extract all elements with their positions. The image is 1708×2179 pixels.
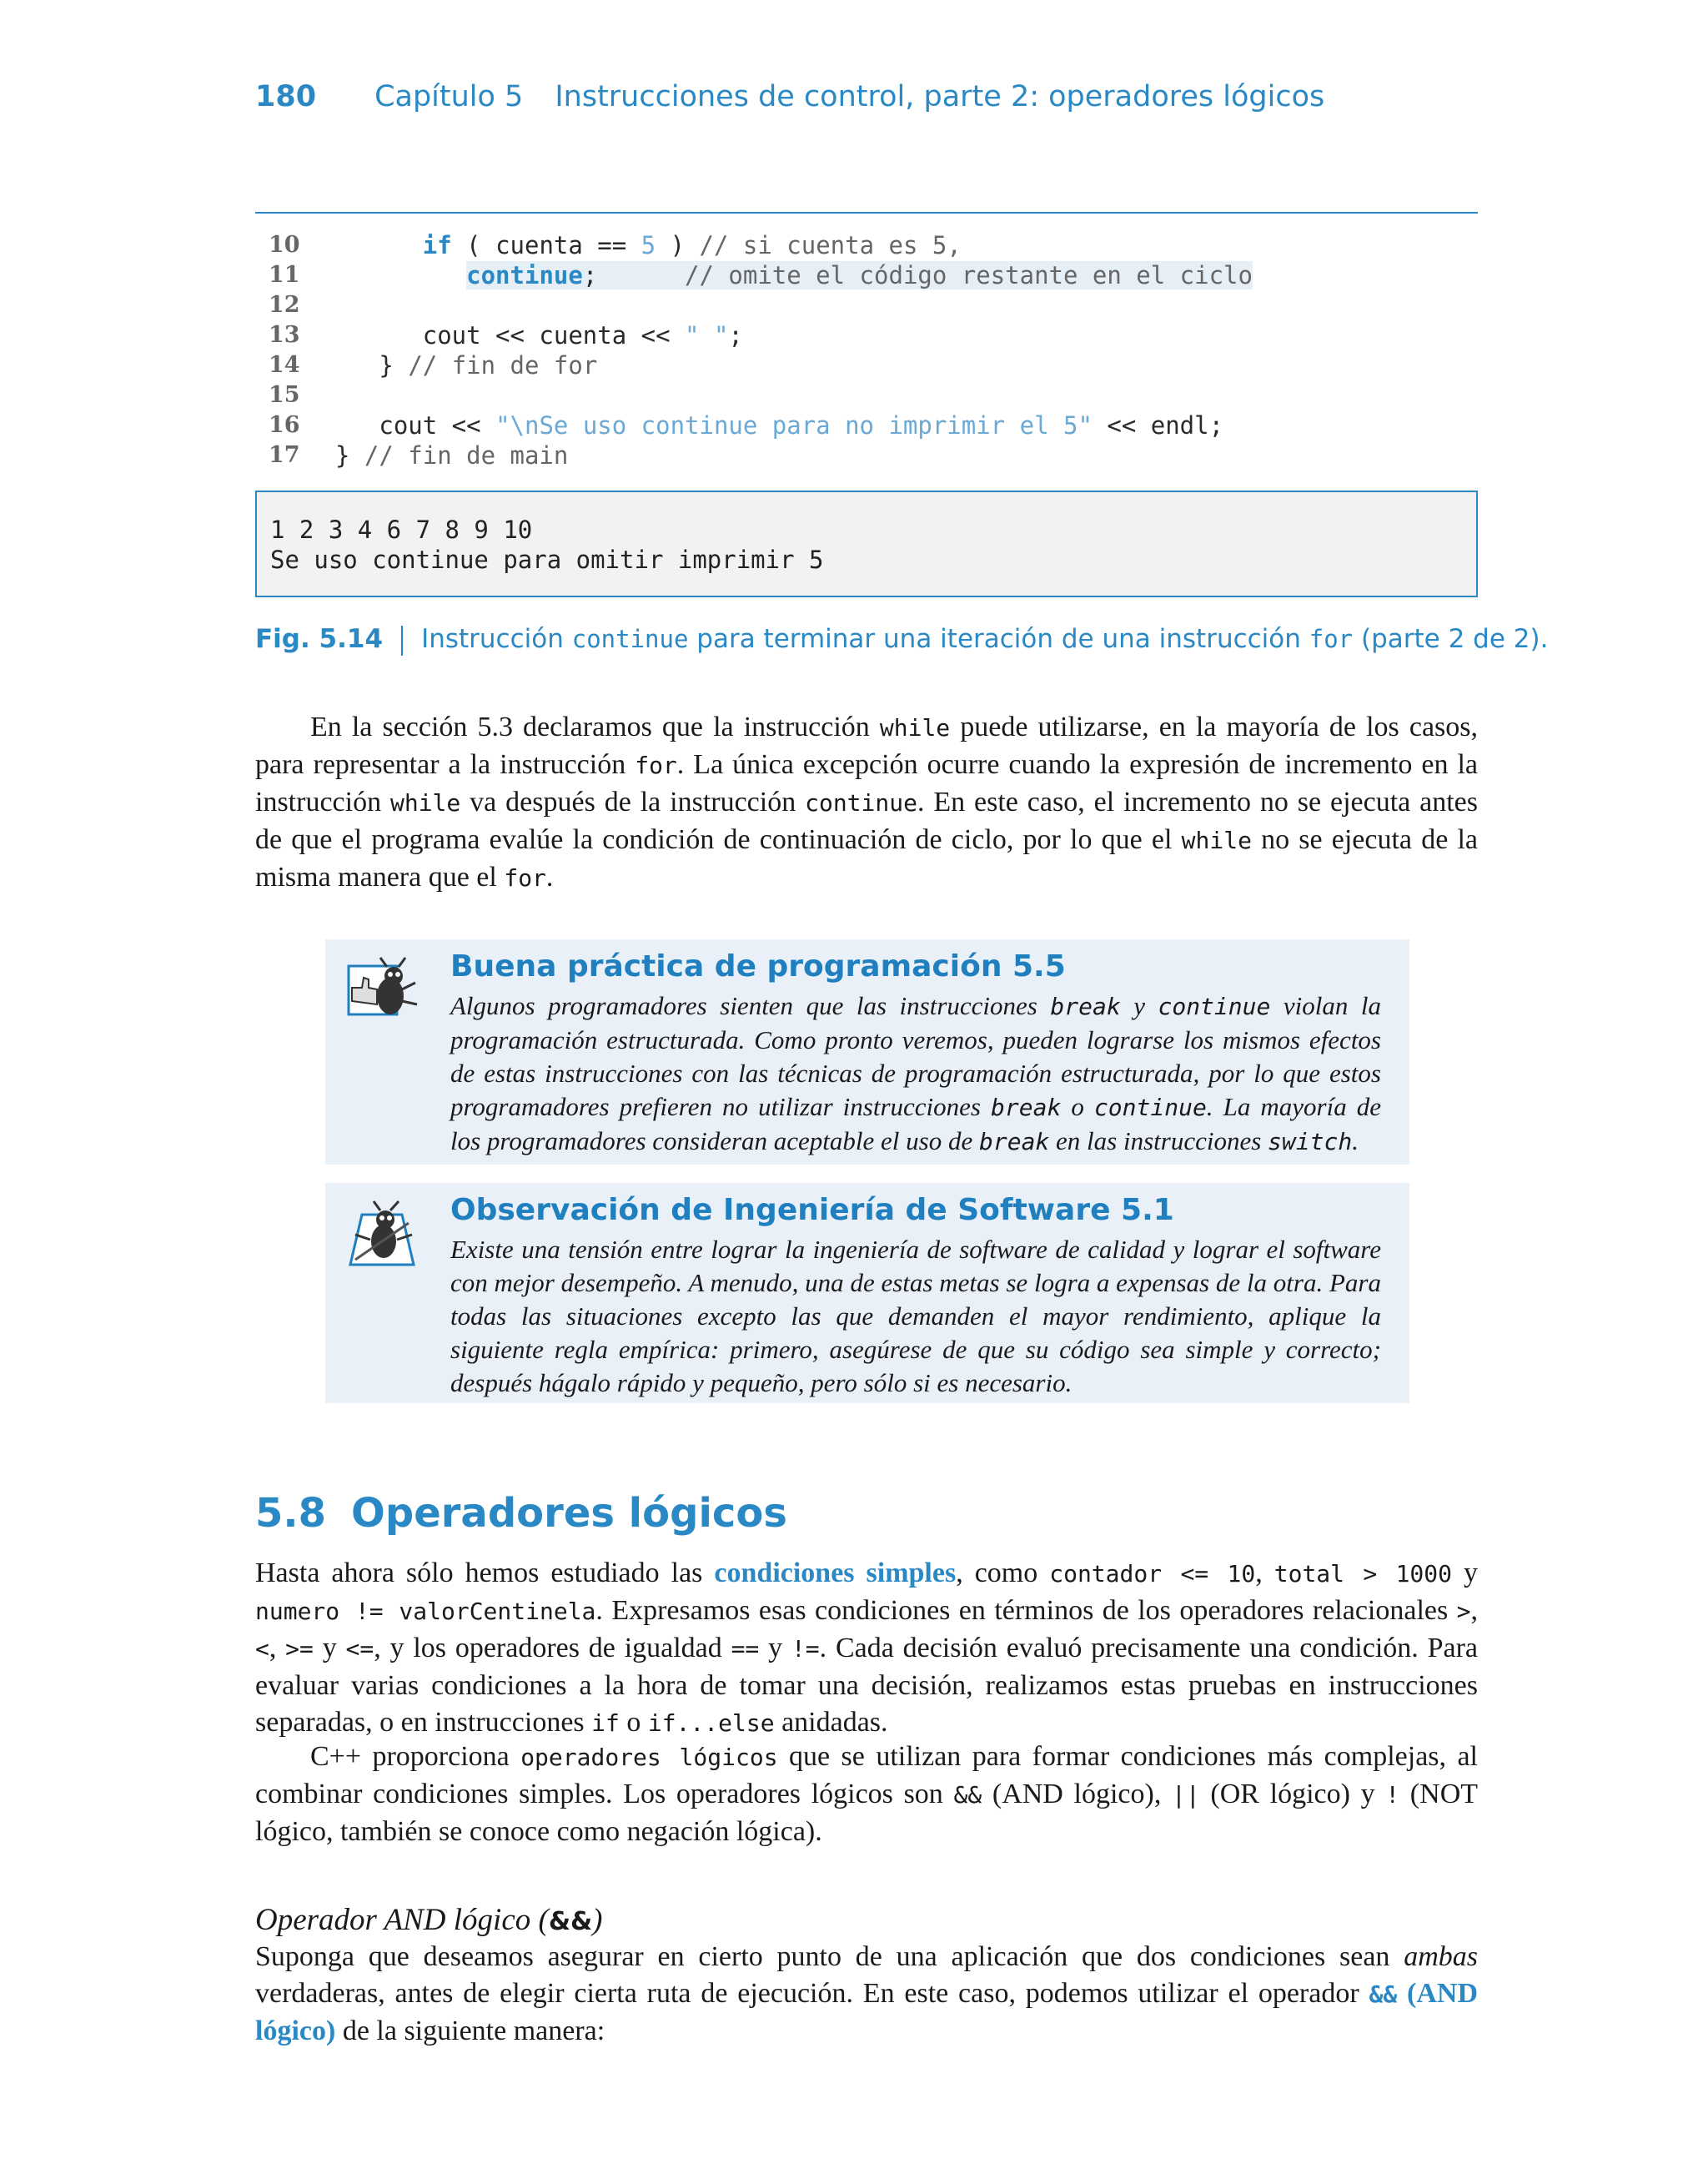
paragraph-logical-operators: C++ proporciona operadores lógicos que se utilizan para formar condiciones más complejas, al combinar condiciones simples. Los operadores lógicos son && (AND lógico), || (OR lógico) y ! (NOT lógico, también se conoce como negación lógica). [255,1741,1479,1847]
thumbs-up-bug-icon [344,954,420,1029]
tip-title: Buena práctica de programación 5.5 [450,949,1066,984]
code-text: cout << "\nSe uso continue para no imprimir el 5" << endl; [335,411,1224,440]
code-line [255,290,1478,320]
line-number: 15 [269,382,300,408]
paragraph-while-for: En la sección 5.3 declaramos que la instrucción while puede utilizarse, en la mayoría de los casos, para representar a la instrucción for. La única excepción ocurre cuando la expresión de incremento en la instrucción while va después de la instrucción continue. En este caso, el incremento no se ejecuta antes de que el programa evalúe la condición de continuación de ciclo, por lo que el while no se ejecuta de la misma manera que el for. [255,712,1479,893]
line-number: 14 [269,352,300,378]
code-line [255,410,1478,440]
code-text: } // fin de main [335,441,569,470]
code-line [255,260,1478,290]
line-number: 13 [269,322,300,348]
output-line-1: 1 2 3 4 6 7 8 9 10 [270,516,533,544]
figure-number: Fig. 5.14 [255,624,384,654]
tip-body: Existe una tensión entre lograr la ingeniería de software de calidad y lograr el software con mejor desempeño. A menudo, una de estas metas se logra a expensas de la otra. Para todas las situaciones excepto las que demanden el mayor rendimiento, aplique la siguiente regla empírica: primero, asegúrese de que su código sea simple y correcto; después hágalo rápido y pequeño, pero sólo si es necesario. [450,1235,1381,1397]
code-text: if ( cuenta == 5 ) // si cuenta es 5, [422,231,962,259]
line-number: 16 [269,412,300,438]
tip-body: Algunos programadores sienten que las instrucciones break y continue violan la programación estructurada. Como pronto veremos, pueden lograrse los mismos efectos de estas instrucciones con las técnicas de programación estructurada, por lo que estos programadores prefieren no utilizar instrucciones break o continue. La mayoría de los programadores consideran aceptable el uso de break en las instrucciones switch. [450,991,1382,1155]
chapter-title: Instrucciones de control, parte 2: operadores lógicos [555,80,1325,113]
section-title: Operadores lógicos [351,1490,787,1537]
code-top-rule [255,212,1478,214]
figure-caption: Fig. 5.14 Instrucción continue para terminar una iteración de una instrucción for (parte 2 de 2). [255,624,1549,654]
good-practice-box [325,939,1409,1165]
caption-divider [401,626,403,656]
program-output [255,491,1478,597]
chapter-label: Capítulo 5 [374,80,524,113]
software-engineering-box [325,1183,1409,1403]
code-text: cout << cuenta << " "; [335,321,743,350]
output-line-2: Se uso continue para omitir imprimir 5 [270,546,824,574]
code-line [255,320,1478,350]
code-line [255,230,1478,260]
tip-title: Observación de Ingeniería de Software 5.1 [450,1193,1174,1227]
line-number: 17 [269,442,300,468]
code-listing [255,230,1478,471]
line-number: 12 [269,292,300,318]
line-number: 10 [269,232,300,258]
engineer-bug-icon [344,1198,420,1273]
page-number: 180 [255,80,317,113]
code-line [255,440,1478,471]
paragraph-and-operator: Suponga que deseamos asegurar en cierto punto de una aplicación que dos condiciones sean ambas verdaderas, antes de elegir cierta ruta de ejecución. En este caso, podemos utilizar el operador && (AND lógico) de la siguiente manera: [255,1941,1479,2046]
subsection-heading: Operador AND lógico (&&) [255,1903,603,1937]
section-number: 5.8 [255,1490,327,1537]
running-header [255,80,1324,113]
line-number: 11 [269,262,300,288]
paragraph-simple-conditions: Hasta ahora sólo hemos estudiado las condiciones simples, como contador <= 10, total > 1000 y numero != valorCentinela. Expresamos esas condiciones en términos de los operadores relacionales >, <, >= y <=, y los operadores de igualdad == y !=. Cada decisión evaluó precisamente una condición. Para evaluar varias condiciones a la hora de tomar una decisión, realizamos estas pruebas en instrucciones separadas, o en instrucciones if o if...else anidadas. [255,1558,1479,1738]
code-line [255,380,1478,410]
code-line [255,350,1478,380]
code-text: continue; // omite el código restante en el ciclo [466,261,1253,289]
code-text: } // fin de for [335,351,598,380]
section-heading [255,1490,787,1537]
